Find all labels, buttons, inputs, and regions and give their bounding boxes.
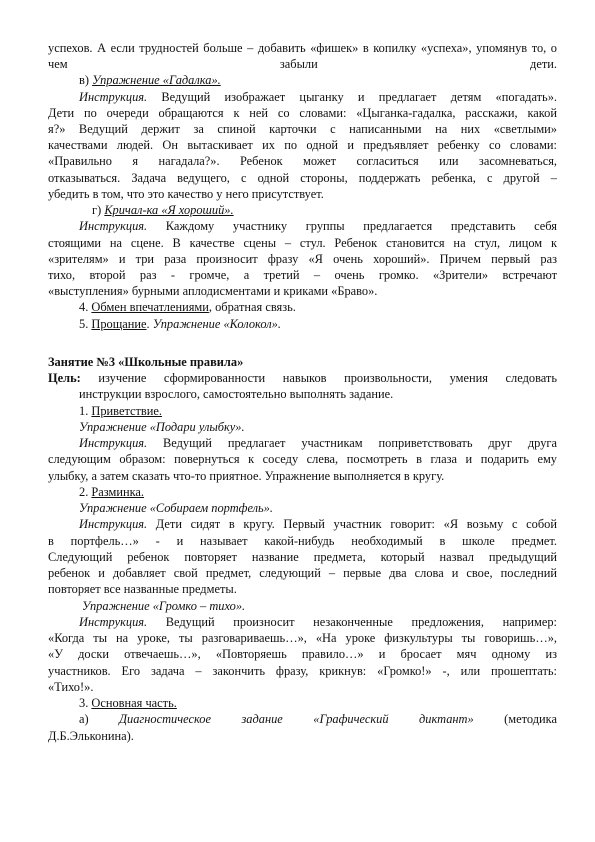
text-line: следующим образом: повернуться к соседу слева, посмотреть в глаза и подарить ему <box>48 452 557 466</box>
list-marker: 4. <box>79 300 92 314</box>
text-fragment: Каждому участнику группы предлагается представить себя <box>147 219 557 233</box>
goal-label: Цель: <box>48 371 81 385</box>
text-line: улыбку, а затем сказать что-то приятное. Упражнение выполняется в кругу. <box>48 469 445 483</box>
text-line <box>79 89 557 105</box>
exercise-title: Упражнение «Гадалка». <box>92 73 221 87</box>
text-line: Следующий ребенок повторяет название предмета, который назвал предыдущий <box>48 550 557 564</box>
text-fragment: Ведущий произносит незаконченные предложения, например: <box>147 615 557 629</box>
exercise-heading <box>92 202 557 218</box>
instruction-label: Инструкция. <box>79 219 148 233</box>
text-line <box>79 435 557 451</box>
list-marker: 2. <box>79 485 92 499</box>
text-fragment: Дети сидят в кругу. Первый участник говорит: «Я возьму с собой <box>147 517 557 531</box>
text-fragment: Ведущий предлагает участникам поприветствовать друг друга <box>147 436 557 450</box>
text-line: Дети по очереди обращаются к ней со словами: «Цыганка-гадалка, расскажи, какой <box>48 106 557 120</box>
text-fragment: изучение сформированности навыков произвольности, умения следовать <box>80 371 557 385</box>
text-line: стоящими на сцене. В качестве сцены – стул. Ребенок становится на стул, лицом к <box>48 236 557 250</box>
text-fragment: . <box>146 317 153 331</box>
text-line: повторяет все названные предметы. <box>48 582 237 596</box>
text-line <box>48 40 557 72</box>
exercise-title: Упражнение «Колокол». <box>152 317 281 331</box>
list-marker: а) <box>79 712 120 726</box>
text-line: убедить в том, что это качество у него присутствует. <box>48 187 324 201</box>
text-fragment: , обратная связь. <box>208 300 296 314</box>
list-item <box>79 316 557 332</box>
exercise-title: Упражнение «Подари улыбку». <box>79 420 245 434</box>
text-line: тихо, второй раз - громче, а третий – очень громко. «Зрители» встречают <box>48 268 557 282</box>
section-title: Разминка. <box>91 485 145 499</box>
text-line: ребенок и добавляет свой предмет, следующий – первые два слова и свое, последний <box>48 566 557 580</box>
section-title: Прощание <box>91 317 147 331</box>
text-fragment: (методика <box>473 712 557 726</box>
list-marker: г) <box>92 203 105 217</box>
list-marker: 1. <box>79 404 92 418</box>
list-marker: 5. <box>79 317 92 331</box>
list-item <box>79 299 557 315</box>
instruction-label: Инструкция. <box>79 517 148 531</box>
text-line <box>79 711 557 727</box>
task-title: Диагностическое задание «Графический диктант» <box>119 712 474 726</box>
section-title: Обмен впечатлениями <box>91 300 209 314</box>
text-line: участников. Его задача – закончить фразу, крикнув: «Громко!» -, или прошептать: <box>48 664 557 678</box>
instruction-label: Инструкция. <box>79 436 148 450</box>
list-marker: в) <box>79 73 93 87</box>
text-line <box>79 614 557 630</box>
section-title: Приветствие. <box>91 404 163 418</box>
text-line: я?» Ведущий держит за спиной карточки с написанными на них «светлыми» <box>48 122 557 136</box>
exercise-heading <box>79 72 557 88</box>
text-line <box>79 516 557 532</box>
list-item <box>79 403 557 419</box>
text-line: качествами людей. Он вытаскивает их по одной и предъявляет ребенку со словами: <box>48 138 557 152</box>
text-line: отказываться. Задача ведущего, с одной стороны, поддержать ребенка, с другой – <box>48 171 557 185</box>
exercise-title: Упражнение «Громко – тихо». <box>82 599 246 613</box>
text-line <box>48 370 557 386</box>
instruction-label: Инструкция. <box>79 90 148 104</box>
exercise-title: Упражнение «Собираем портфель». <box>79 501 273 515</box>
text-line: «зрителям» и три раза произносит фразу «Я очень хороший». Причем первый раз <box>48 252 557 266</box>
text-line: «Тихо!». <box>48 680 94 694</box>
list-marker: 3. <box>79 696 92 710</box>
lesson-title: Занятие №3 «Школьные правила» <box>48 355 244 369</box>
text-line: Д.Б.Эльконина). <box>48 729 134 743</box>
text-fragment: Ведущий изображает цыганку и предлагает детям «погадать». <box>147 90 557 104</box>
exercise-title: Кричал-ка «Я хороший». <box>104 203 234 217</box>
text-line <box>79 218 557 234</box>
text-line: инструкции взрослого, самостоятельно выполнять задание. <box>79 387 394 401</box>
text-line: «У доски отвечаешь…», «Повторяешь правило…» и бросает мяч одному из <box>48 647 557 661</box>
text-line: в портфель…» - и называет какой-нибудь необходимый в школе предмет. <box>48 534 557 548</box>
list-item <box>79 484 557 500</box>
section-title: Основная часть. <box>91 696 177 710</box>
text-line: «выступления» бурными аплодисментами и криками «Браво». <box>48 284 378 298</box>
text-line: «Когда ты на уроке, ты разговариваешь…», «На уроке физкультуры ты говоришь…», <box>48 631 557 645</box>
text-fragment: успехов. А если трудностей больше – добавить «фишек» в копилку «успеха», упомянув то, о чем забыли дети. <box>48 41 557 72</box>
instruction-label: Инструкция. <box>79 615 148 629</box>
list-item <box>79 695 557 711</box>
text-line: «Правильно я нагадала?». Ребенок может согласиться или засомневаться, <box>48 154 557 168</box>
